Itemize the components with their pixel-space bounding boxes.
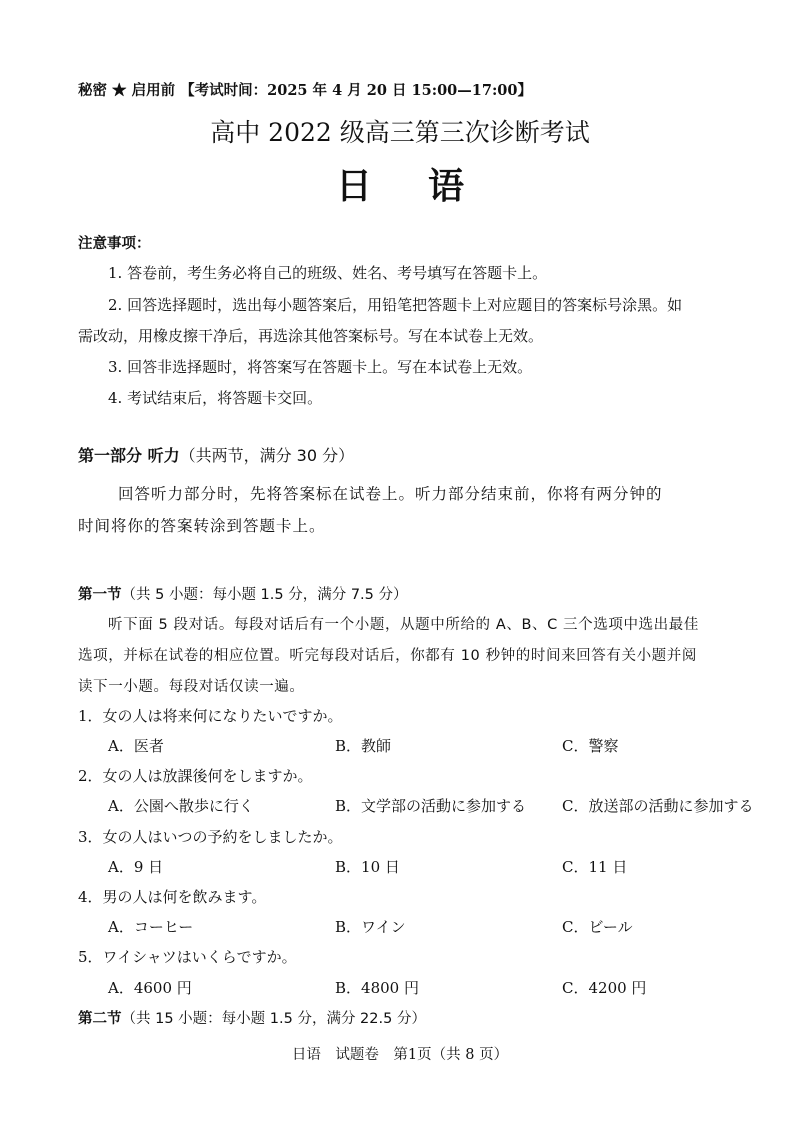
- option-c: C．放送部の活動に参加する: [562, 797, 754, 815]
- part1-heading: [78, 443, 354, 466]
- question-stem: 1．女の人は将来何になりたいですか。: [78, 707, 343, 725]
- subject-title: 日语: [335, 166, 520, 207]
- notice-item: 2. 回答选择题时，选出每小题答案后，用铅笔把答题卡上对应题目的答案标号涂黑。如: [108, 296, 683, 314]
- section1-intro-line: 读下一小题。每段对话仅读一遍。: [78, 679, 305, 695]
- option-a: A．9 日: [108, 858, 164, 876]
- notice-item: 4. 考试结束后，将答题卡交回。: [108, 389, 323, 407]
- section1-intro-line: 选项，并标在试卷的相应位置。听完每段对话后，你都有 10 秒钟的时间来回答有关小题并阅: [78, 648, 697, 664]
- option-a: A．コーヒー: [108, 918, 194, 936]
- section2-heading-title: 第二节: [78, 1011, 122, 1027]
- option-c: C．ビール: [562, 918, 633, 936]
- option-c: C．4200 円: [562, 979, 647, 997]
- option-a: A．医者: [108, 737, 164, 755]
- section1-heading: [78, 583, 408, 604]
- part1-heading-title: 第一部分 听力: [78, 446, 180, 465]
- option-a: A．公園へ散歩に行く: [108, 797, 254, 815]
- section2-heading-note: （共 15 小题：每小题 1.5 分，满分 22.5 分）: [121, 1011, 426, 1027]
- option-b: B．ワイン: [335, 918, 406, 936]
- option-b: B．4800 円: [335, 979, 419, 997]
- section2-heading: [78, 1007, 426, 1028]
- part1-intro-line: 回答听力部分时，先将答案标在试卷上。听力部分结束前，你将有两分钟的: [118, 485, 663, 503]
- section1-intro-line: 听下面 5 段对话。每段对话后有一个小题，从题中所给的 A、B、C 三个选项中选出最佳: [108, 617, 699, 633]
- part1-heading-note: （共两节，满分 30 分）: [179, 446, 355, 465]
- notice-item: 1. 答卷前，考生务必将自己的班级、姓名、考号填写在答题卡上。: [108, 264, 548, 282]
- notice-item: 3. 回答非选择题时，将答案写在答题卡上。写在本试卷上无效。: [108, 358, 533, 376]
- section1-heading-title: 第一节: [78, 587, 122, 603]
- option-b: B．10 日: [335, 858, 400, 876]
- section1-heading-note: （共 5 小题：每小题 1.5 分，满分 7.5 分）: [121, 587, 408, 603]
- question-stem: 3．女の人はいつの予約をしましたか。: [78, 828, 343, 846]
- confidential-header: 秘密 ★ 启用前 【考试时间：2025 年 4 月 20 日 15:00—17:00】: [78, 82, 532, 99]
- part1-intro-line: 时间将你的答案转涂到答题卡上。: [78, 517, 326, 535]
- option-b: B．教師: [335, 737, 392, 755]
- notice-heading: 注意事项：: [78, 235, 151, 252]
- exam-title: 高中 2022 级高三第三次诊断考试: [210, 118, 590, 147]
- option-c: C．11 日: [562, 858, 628, 876]
- option-b: B．文学部の活動に参加する: [335, 797, 527, 815]
- page-footer: 日语 试题卷 第1页（共 8 页）: [291, 1047, 509, 1063]
- notice-item-continued: 需改动，用橡皮擦干净后，再选涂其他答案标号。写在本试卷上无效。: [78, 327, 544, 345]
- question-stem: 4．男の人は何を飲みます。: [78, 888, 267, 906]
- option-c: C．警察: [562, 737, 619, 755]
- question-stem: 5．ワイシャツはいくらですか。: [78, 948, 297, 966]
- option-a: A．4600 円: [108, 979, 192, 997]
- question-stem: 2．女の人は放課後何をしますか。: [78, 767, 313, 785]
